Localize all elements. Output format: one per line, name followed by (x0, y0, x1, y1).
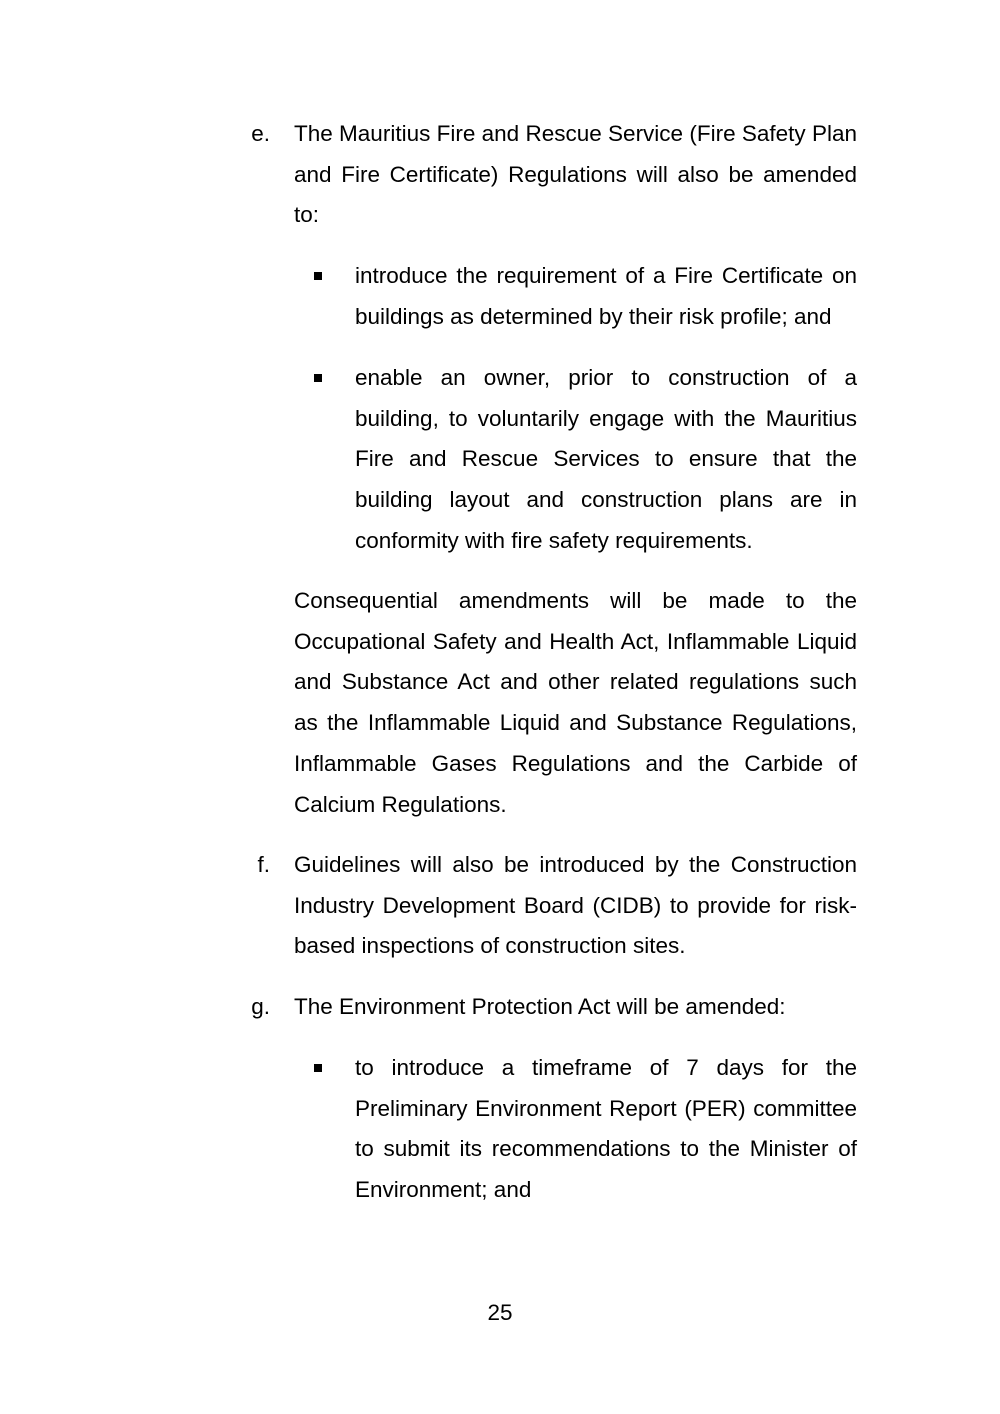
bullet-text-e-2: enable an owner, prior to construction of a building, to voluntarily engage with the Mauritius Fire and Rescue Services to ensure that the building layout and construction plans are in conformity with fire safety requirements. (355, 365, 857, 553)
item-text-f: Guidelines will also be introduced by the Construction Industry Development Board (CIDB) to provide for risk-based inspections of construction sites. (294, 852, 857, 959)
item-label-g: g. (251, 994, 270, 1019)
item-text-g: The Environment Protection Act will be amended: (294, 994, 786, 1019)
square-bullet-icon (314, 1064, 322, 1072)
square-bullet-icon (314, 272, 322, 280)
consequential-amendments-paragraph: Consequential amendments will be made to the Occupational Safety and Health Act, Inflammable Liquid and Substance Act and other related regulations such as the Inflammable Liquid and Substance Regulations, Inflammable Gases Regulations and the Carbide of Calcium Regulations. (294, 588, 857, 817)
bullet-text-e-1: introduce the requirement of a Fire Certificate on buildings as determined by their risk profile; and (355, 263, 857, 329)
item-text-e: The Mauritius Fire and Rescue Service (Fire Safety Plan and Fire Certificate) Regulations will also be amended to: (294, 121, 857, 228)
square-bullet-icon (314, 374, 322, 382)
item-label-e: e. (251, 121, 270, 146)
item-label-f: f. (257, 852, 270, 877)
page-number: 25 (487, 1300, 513, 1325)
bullet-text-g-1: to introduce a timeframe of 7 days for the Preliminary Environment Report (PER) committee to submit its recommendations to the Minister of Environment; and (355, 1055, 857, 1203)
